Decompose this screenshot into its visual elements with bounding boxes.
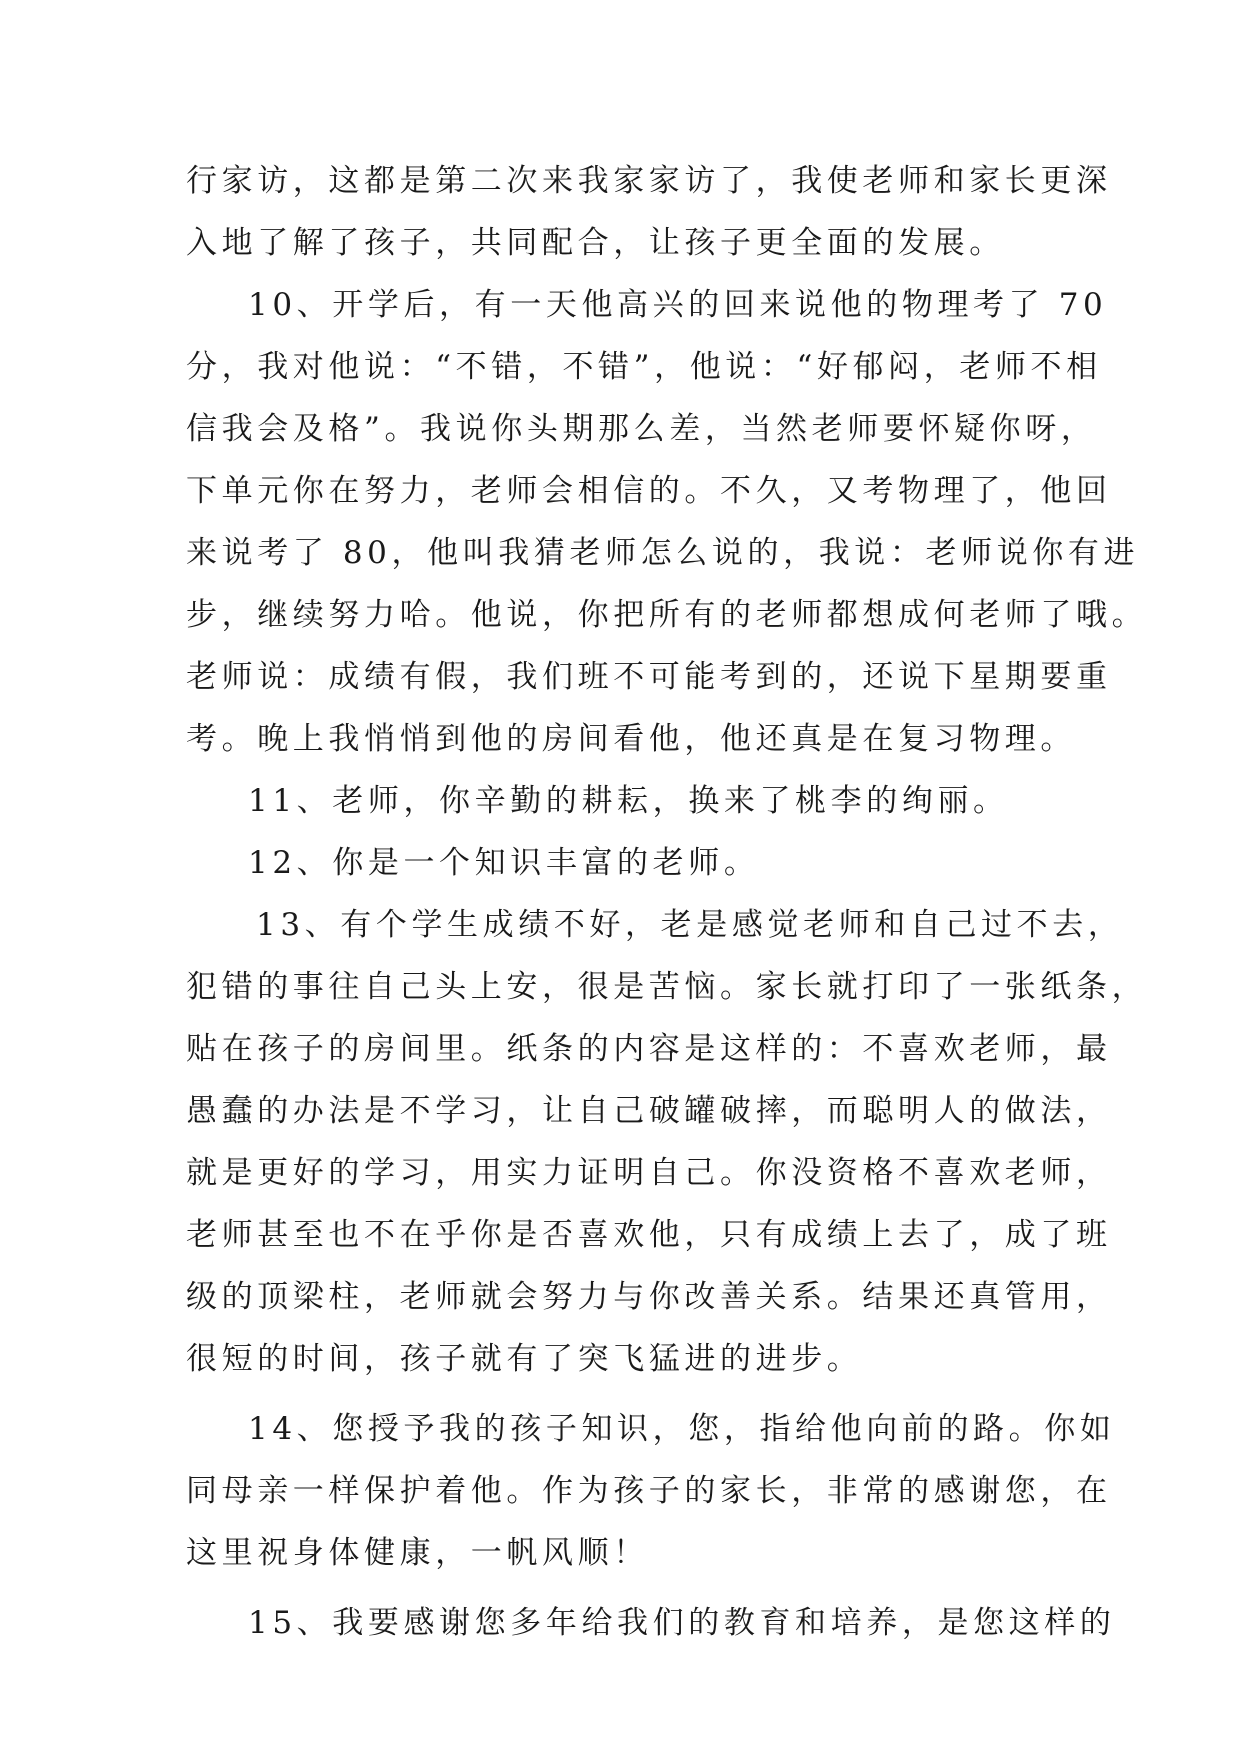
text-line: 愚蠢的办法是不学习，让自己破罐破摔，而聪明人的做法，	[186, 1093, 1112, 1129]
paragraph-14-start: 14、您授予我的孩子知识，您，指给他向前的路。你如	[248, 1411, 1116, 1447]
document-body	[186, 150, 1148, 1654]
text-line: 贴在孩子的房间里。纸条的内容是这样的：不喜欢老师，最	[186, 1031, 1112, 1067]
text-line: 入地了解了孩子，共同配合，让孩子更全面的发展。	[186, 225, 1005, 261]
text-line: 同母亲一样保护着他。作为孩子的家长，非常的感谢您，在	[186, 1473, 1112, 1509]
text-line: 考。晚上我悄悄到他的房间看他，他还真是在复习物理。	[186, 721, 1076, 757]
text-line: 犯错的事往自己头上安，很是苦恼。家长就打印了一张纸条，	[186, 969, 1148, 1005]
text-line: 分，我对他说：“不错，不错”，他说：“好郁闷，老师不相	[186, 349, 1102, 385]
text-line: 这里祝身体健康，一帆风顺！	[186, 1535, 649, 1571]
text-line: 就是更好的学习，用实力证明自己。你没资格不喜欢老师，	[186, 1155, 1112, 1191]
text-line: 下单元你在努力，老师会相信的。不久，又考物理了，他回	[186, 473, 1112, 509]
text-line: 级的顶梁柱，老师就会努力与你改善关系。结果还真管用，	[186, 1279, 1112, 1315]
text-line: 信我会及格”。我说你头期那么差，当然老师要怀疑你呀，	[186, 411, 1097, 447]
text-line: 来说考了 80，他叫我猜老师怎么说的，我说：老师说你有进	[186, 535, 1140, 571]
text-line: 老师甚至也不在乎你是否喜欢他，只有成绩上去了，成了班	[186, 1217, 1112, 1253]
text-line: 行家访，这都是第二次来我家家访了，我使老师和家长更深	[186, 163, 1112, 199]
paragraph-13-start: 13、有个学生成绩不好，老是感觉老师和自己过不去，	[256, 907, 1124, 943]
text-line: 步，继续努力哈。他说，你把所有的老师都想成何老师了哦。	[186, 597, 1148, 633]
text-line: 老师说：成绩有假，我们班不可能考到的，还说下星期要重	[186, 659, 1112, 695]
paragraph-11: 11、老师，你辛勤的耕耘，换来了桃李的绚丽。	[248, 783, 1009, 819]
text-line: 很短的时间，孩子就有了突飞猛进的进步。	[186, 1341, 863, 1377]
paragraph-12: 12、你是一个知识丰富的老师。	[248, 845, 760, 881]
paragraph-15-start: 15、我要感谢您多年给我们的教育和培养，是您这样的	[248, 1605, 1116, 1641]
paragraph-10-start: 10、开学后，有一天他高兴的回来说他的物理考了 70	[248, 287, 1108, 323]
